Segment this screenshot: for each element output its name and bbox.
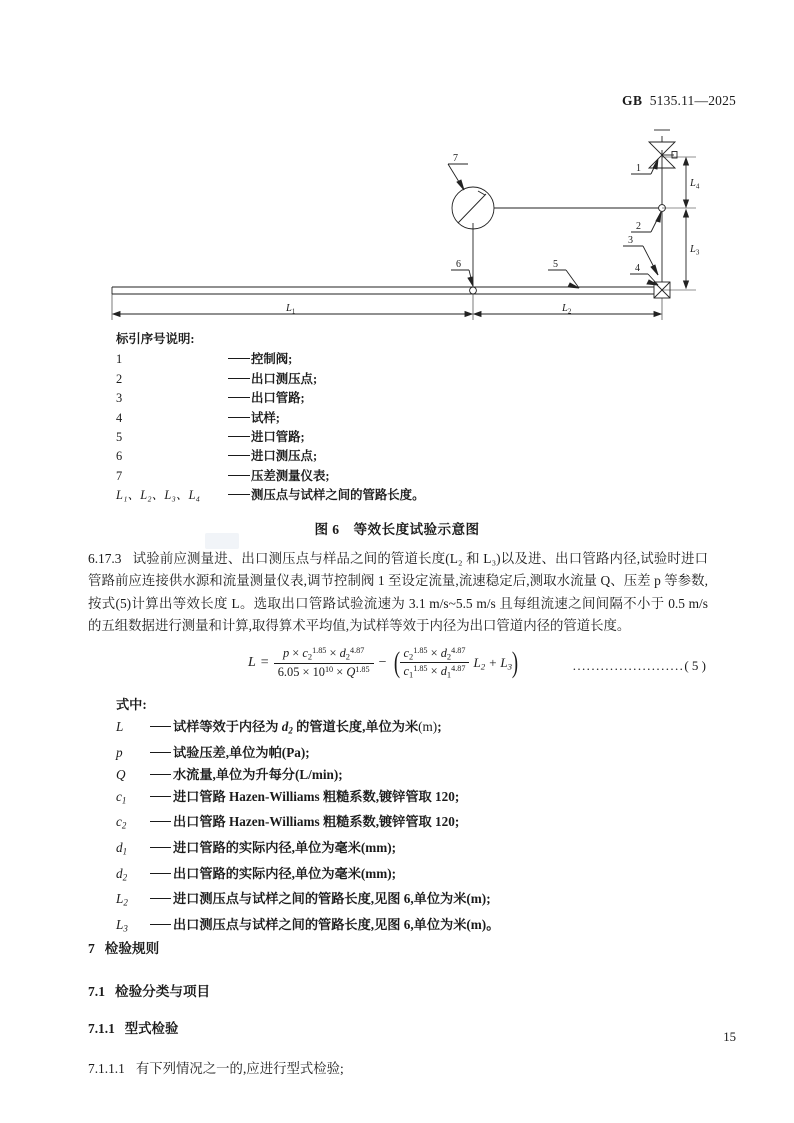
definition-dash — [150, 774, 171, 775]
clause-number: 6.17.3 — [88, 551, 122, 566]
equation-paren-right: ) — [511, 645, 519, 679]
equation-equals-sign: = — [260, 654, 269, 670]
standard-number: 5135.11—2025 — [649, 93, 736, 108]
figure-caption-label: 图 6 — [314, 522, 340, 537]
figure-dim-L3: $L_3$ — [690, 244, 700, 257]
legend-dash — [228, 417, 250, 418]
equation-lhs: L — [248, 654, 256, 670]
symbol-definition-row — [116, 811, 676, 837]
equation-symbol-definitions — [116, 694, 676, 939]
page-number: 15 — [723, 1030, 736, 1044]
figure-legend — [116, 330, 516, 506]
legend-item — [116, 447, 516, 466]
symbol-definition-text: 进口管路 Hazen-Williams 粗糙系数,镀锌管取 120; — [173, 788, 460, 804]
legend-dash — [228, 397, 250, 398]
legend-item-number: 6 — [116, 449, 123, 464]
heading-number: 7.1 — [88, 984, 105, 999]
figure-callout-2: 2 — [636, 221, 641, 232]
legend-title: 标引序号说明: — [116, 332, 195, 346]
definition-dash — [150, 726, 171, 727]
legend-item-label: 测压点与试样之间的管路长度。 — [251, 488, 425, 503]
symbol-definition-text: 水流量,单位为升每分(L/min); — [173, 766, 343, 782]
figure-callout-7: 7 — [453, 153, 458, 164]
symbol-definition-text: 出口管路 Hazen-Williams 粗糙系数,镀锌管取 120; — [173, 814, 460, 830]
heading-number: 7.1.1 — [88, 1021, 115, 1036]
legend-dash — [228, 358, 250, 359]
legend-item-number: 5 — [116, 430, 123, 445]
symbol-d1: $d_1$ — [116, 840, 128, 857]
legend-item — [116, 389, 516, 408]
legend-item-number: 3 — [116, 391, 123, 406]
paragraph-text: 有下列情况之一的,应进行型式检验; — [135, 1061, 344, 1076]
where-title: 式中: — [116, 697, 147, 712]
legend-item-number: 7 — [116, 468, 123, 483]
legend-dash — [228, 436, 250, 437]
definition-dash — [150, 847, 171, 848]
legend-item-number: 2 — [116, 371, 123, 386]
symbol-L: L — [116, 719, 124, 735]
figure-equivalent-length-diagram — [96, 128, 716, 323]
definition-dash — [150, 924, 171, 925]
symbol-L2: $L_2$ — [116, 891, 128, 908]
symbol-L3: $L_3$ — [116, 916, 128, 934]
definition-dash — [150, 821, 171, 822]
equation-paren-left: ( — [393, 645, 400, 679]
legend-item-label: 压差测量仪表; — [251, 468, 330, 483]
equation-main-fraction — [274, 646, 374, 679]
heading-clause-7-1-1 — [88, 1018, 178, 1037]
equation-5 — [88, 646, 708, 692]
legend-item — [116, 370, 516, 389]
legend-item-lengths — [116, 486, 516, 505]
equation-minus-sign: − — [378, 654, 387, 670]
legend-item — [116, 350, 516, 369]
symbol-definition-text: 进口管路的实际内径,单位为毫米(mm); — [173, 840, 397, 856]
definition-dash — [150, 898, 171, 899]
legend-dash — [228, 494, 250, 495]
figure-callout-1: 1 — [636, 163, 641, 174]
symbol-definition-row — [116, 914, 676, 940]
equation-number: ( 5 ) — [684, 658, 706, 673]
equation-number-group — [573, 658, 706, 674]
symbol-definition-row — [116, 742, 676, 764]
legend-item — [116, 409, 516, 428]
symbol-definition-row — [116, 786, 676, 812]
legend-item-label: 试样; — [251, 410, 280, 425]
symbol-definition-row — [116, 764, 676, 786]
legend-item-label: 进口管路; — [251, 430, 305, 445]
symbol-definition-text: 试样等效于内径为 $d_2$ 的管道长度,单位为米(m); — [173, 719, 442, 736]
paragraph-number: 7.1.1.1 — [88, 1061, 125, 1076]
symbol-d2: $d_2$ — [116, 865, 128, 883]
equation-denominator: $6.05 \times 10^{10} \times Q^{1.85}$ — [274, 663, 374, 680]
equation-ratio-denominator: $c_1^{1.85} \times d_1^{4.87}$ — [400, 662, 470, 679]
legend-item-label: 出口管路; — [251, 391, 305, 406]
symbol-definition-row — [116, 837, 676, 863]
symbol-definition-row — [116, 716, 676, 742]
figure-dim-L1: $L_1$ — [286, 303, 296, 316]
definition-dash — [150, 873, 171, 874]
legend-item-label: 进口测压点; — [251, 449, 318, 464]
equation-numerator: $p \times c_2^{1.85} \times d_2^{4.87}$ — [282, 646, 365, 662]
equation-ratio-numerator: $c_2^{1.85} \times d_2^{4.87}$ — [403, 646, 466, 662]
figure-dim-L4: $L_4$ — [690, 178, 700, 191]
legend-dash — [228, 455, 250, 456]
heading-title: 型式检验 — [124, 1021, 179, 1036]
legend-dash — [228, 378, 250, 379]
symbol-c1: $c_1$ — [116, 788, 127, 806]
figure-caption — [0, 518, 794, 538]
symbol-definition-row — [116, 888, 676, 914]
legend-item-number: 4 — [116, 410, 123, 425]
heading-clause-7 — [88, 937, 159, 957]
standard-prefix: GB — [622, 93, 643, 108]
legend-item-number: 1 — [116, 352, 123, 367]
legend-item — [116, 428, 516, 447]
equation-leader-dots: ........................ — [572, 658, 685, 673]
legend-item-label: 控制阀; — [251, 352, 293, 367]
heading-clause-7-1 — [88, 980, 210, 1000]
legend-item — [116, 467, 516, 486]
legend-dash — [228, 475, 250, 476]
equation-tail-terms: $L_2 + L_3$ — [473, 654, 513, 672]
symbol-p: p — [116, 744, 123, 760]
heading-title: 检验分类与项目 — [115, 984, 211, 999]
symbol-definition-text: 试验压差,单位为帕(Pa); — [173, 744, 310, 760]
figure-callout-3: 3 — [628, 235, 633, 246]
figure-dim-L2: $L_2$ — [562, 303, 572, 316]
symbol-definition-text: 出口测压点与试样之间的管路长度,见图 6,单位为米(m)。 — [173, 916, 500, 932]
symbol-definition-row — [116, 863, 676, 889]
figure-callout-6: 6 — [456, 259, 461, 270]
equation-expression — [248, 646, 520, 680]
definition-dash — [150, 752, 171, 753]
clause-text: 试验前应测量进、出口测压点与样品之间的管道长度(L₂ 和 L₃)以及进、出口管路内径,试验时进口管路前应连接供水源和流量测量仪表,调节控制阀 1 至设定流量,流速稳定后,测取水流量 Q、压差 p 等参数,按式(5)计算出等效长度 L。选取出口管路试验流速为 3.1 m/s~5.5 m/s 且每组流速之间间隔不小于 0.5 m/s 的五组数据进行测量和计算,取得算术平均值,为试样等效于内径为出口管道内径的管道长度。 — [88, 551, 708, 634]
figure-caption-title: 等效长度试验示意图 — [353, 522, 480, 537]
figure-callout-4: 4 — [635, 263, 640, 274]
legend-item-symbols: L₁、L₂、L₃、L₄ — [116, 488, 201, 503]
symbol-definition-text: 出口管路的实际内径,单位为毫米(mm); — [173, 865, 397, 881]
paragraph-7-1-1-1 — [88, 1058, 344, 1077]
figure-callout-5: 5 — [553, 259, 558, 270]
symbol-Q: Q — [116, 766, 126, 782]
heading-number: 7 — [88, 941, 95, 956]
heading-title: 检验规则 — [104, 941, 160, 956]
legend-item-label: 出口测压点; — [251, 371, 318, 386]
equation-ratio-fraction — [400, 646, 470, 680]
symbol-definition-text: 进口测压点与试样之间的管路长度,见图 6,单位为米(m); — [173, 891, 491, 907]
running-header — [622, 93, 736, 109]
definition-dash — [150, 796, 171, 797]
clause-6-17-3-paragraph — [88, 548, 708, 638]
symbol-c2: $c_2$ — [116, 814, 127, 831]
